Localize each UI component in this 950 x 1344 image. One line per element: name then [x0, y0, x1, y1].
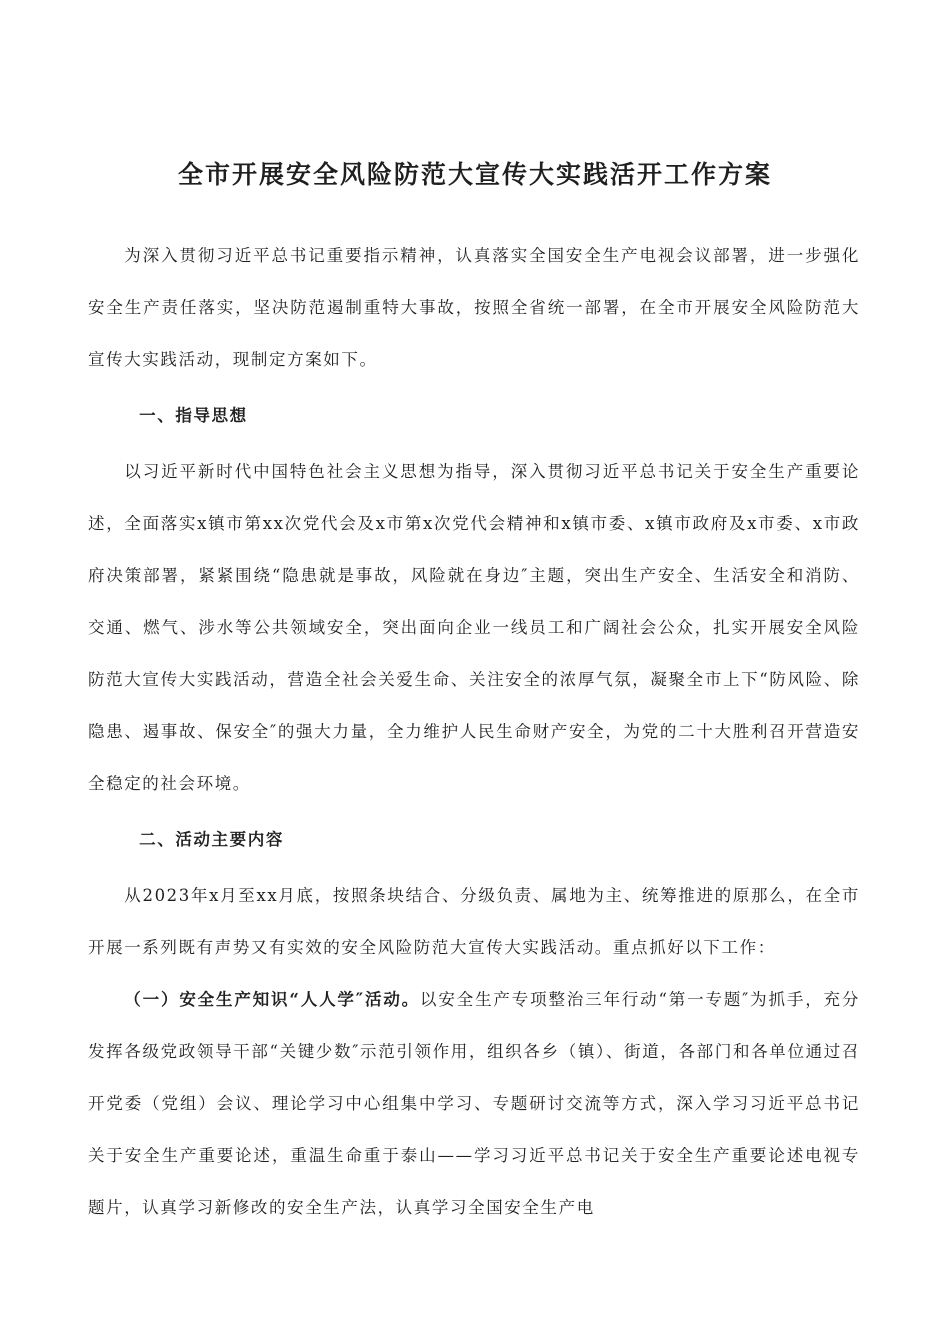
item-text-1: 以安全生产专项整治三年行动“第一专题″为抓手，充分发挥各级党政领导干部“关键少数″示范引领作用，组织各乡（镇）、街道，各部门和各单位通过召开党委（党组）会议、理论学习中心组集中学习、专题研讨交流等方式，深入学习习近平总书记关于安全生产重要论述，重温生命重于泰山——学习习近平总书记关于安全生产重要论述电视专题片，认真学习新修改的安全生产法，认真学习全国安全生产电 — [88, 990, 861, 1217]
item-paragraph-1 — [88, 974, 860, 1234]
item-lead-1: （一）安全生产知识“人人学″活动。 — [124, 990, 421, 1009]
section-paragraph-guiding-ideology: 以习近平新时代中国特色社会主义思想为指导，深入贯彻习近平总书记关于安全生产重要论述，全面落实x镇市第xx次党代会及x市第x次党代会精神和x镇市委、x镇市政府及x市委、x市政府决策部署，紧紧围绕“隐患就是事故，风险就在身边″主题，突出生产安全、生活安全和消防、交通、燃气、涉水等公共领域安全，突出面向企业一线员工和广阔社会公众，扎实开展安全风险防范大宣传大实践活动，营造全社会关爱生命、关注安全的浓厚气氛，凝聚全市上下“防风险、除隐患、遏事故、保安全″的强大力量，全力维护人民生命财产安全，为党的二十大胜利召开营造安全稳定的社会环境。 — [88, 462, 860, 793]
intro-paragraph: 为深入贯彻习近平总书记重要指示精神，认真落实全国安全生产电视会议部署，进一步强化安全生产责任落实，坚决防范遏制重特大事故，按照全省统一部署，在全市开展安全风险防范大宣传大实践活动，现制定方案如下。 — [88, 246, 860, 369]
section-heading-guiding-ideology: 一、指导思想 — [139, 406, 248, 425]
document-title: 全市开展安全风险防范大宣传大实践活开工作方案 — [177, 160, 772, 189]
section-paragraph-main-content: 从2023年x月至xx月底，按照条块结合、分级负责、属地为主、统筹推进的原那么，在全市开展一系列既有声势又有实效的安全风险防范大宣传大实践活动。重点抓好以下工作： — [88, 886, 860, 957]
document-body — [88, 230, 860, 1234]
section-heading-main-content: 二、活动主要内容 — [139, 830, 284, 849]
